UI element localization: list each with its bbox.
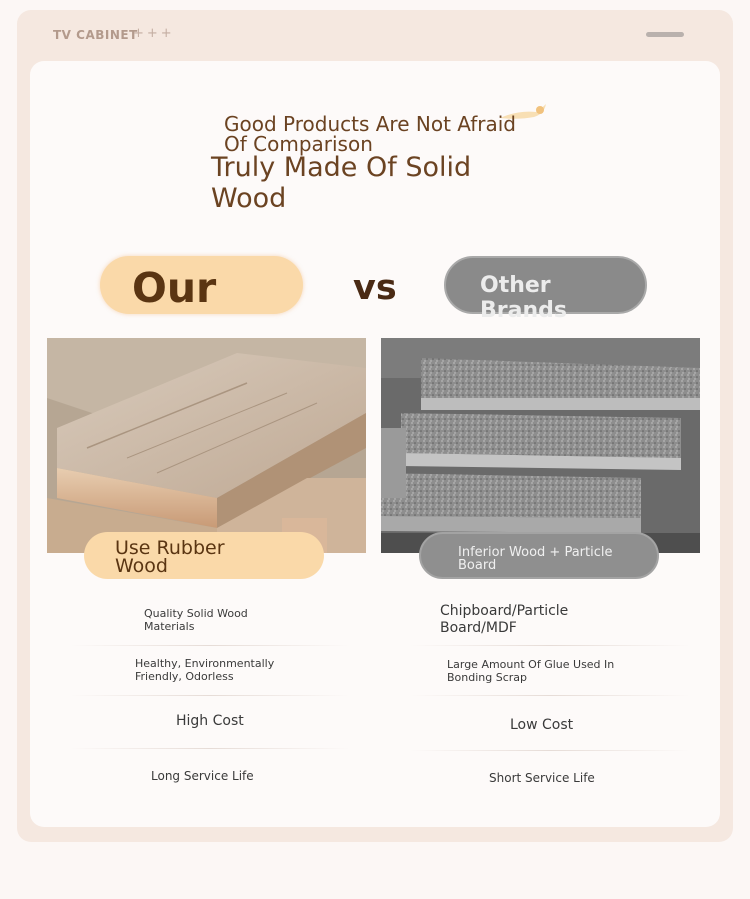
divider — [70, 645, 350, 646]
other-material-badge — [419, 532, 659, 579]
solid-wood-photo — [47, 338, 366, 553]
header-label: TV CABINET — [53, 28, 138, 42]
ours-feature-1: Quality Solid Wood Materials — [144, 607, 248, 633]
other-feature-1: Chipboard/Particle Board/MDF — [440, 603, 569, 636]
wood-planks-image — [47, 338, 366, 553]
ours-feature-3: High Cost — [176, 713, 244, 729]
header-indicator — [646, 32, 684, 37]
heading-subtitle: Good Products Are Not Afraid Of Comparison — [224, 112, 517, 156]
other-feature-4: Short Service Life — [489, 771, 595, 785]
other-brands-badge — [444, 256, 647, 323]
divider — [410, 750, 690, 751]
ours-feature-4: Long Service Life — [151, 769, 254, 783]
divider — [70, 748, 350, 749]
ours-feature-2: Healthy, Environmentally Friendly, Odorless — [135, 657, 275, 683]
other-brands-badge-label: Other Brands — [480, 273, 567, 323]
ours-material-label: Use Rubber Wood — [115, 537, 225, 577]
ours-material-badge — [84, 532, 324, 579]
divider — [70, 695, 350, 696]
particle-board-photo — [381, 338, 700, 553]
other-feature-2: Large Amount Of Glue Used In Bonding Scrap — [447, 658, 615, 684]
other-material-label: Inferior Wood + Particle Board — [458, 545, 613, 573]
vs-label: vs — [353, 268, 397, 308]
heading-title: Truly Made Of Solid Wood — [211, 152, 472, 214]
ours-badge — [100, 256, 303, 314]
divider — [410, 645, 690, 646]
header-plus-decor: +++ — [133, 26, 175, 41]
divider — [410, 695, 690, 696]
ours-badge-label: Our — [132, 264, 217, 312]
other-feature-3: Low Cost — [510, 717, 574, 733]
particle-board-image — [381, 338, 700, 553]
